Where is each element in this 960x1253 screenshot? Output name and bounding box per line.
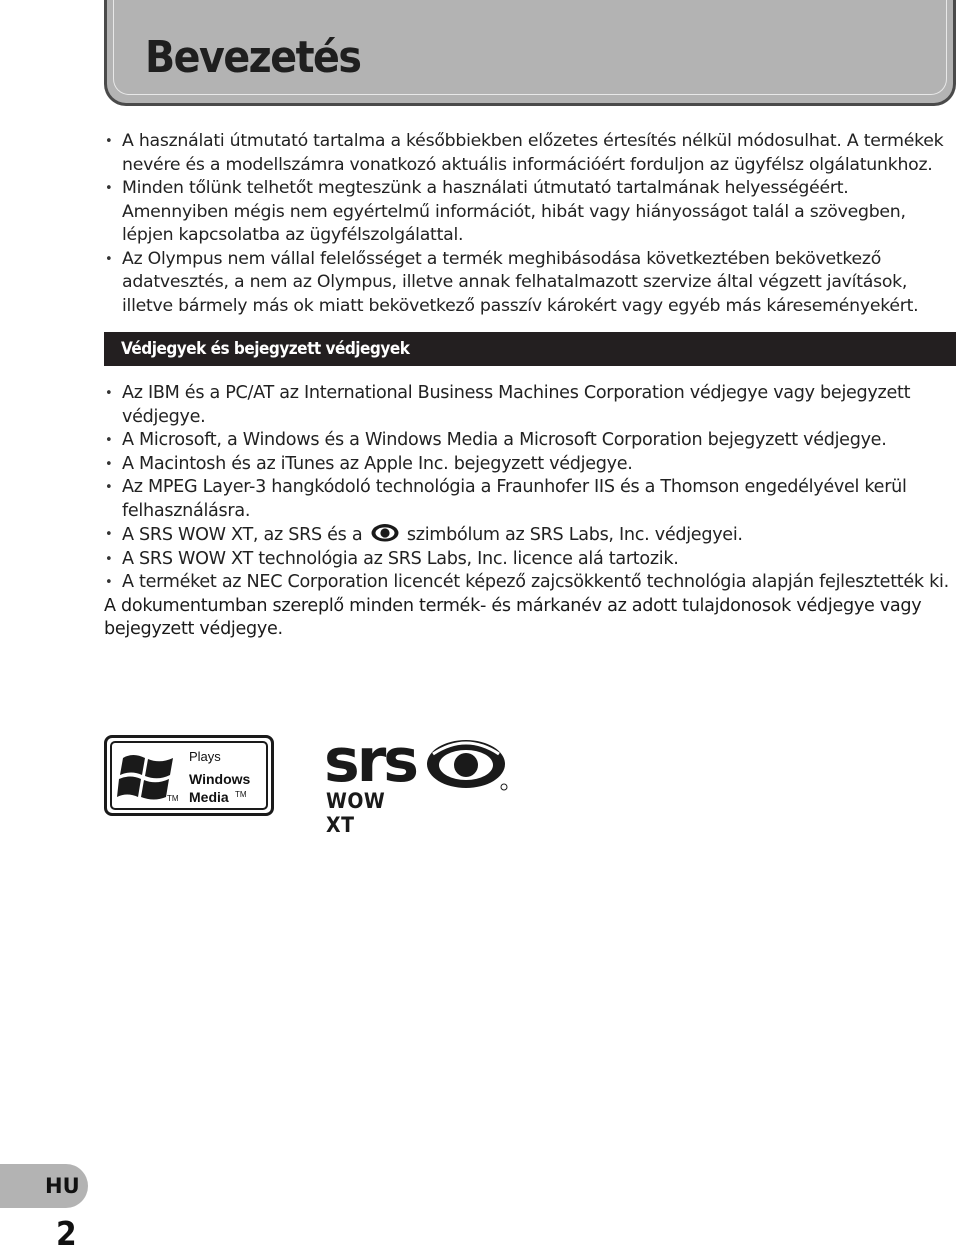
wm-media: Media [189, 789, 229, 805]
windows-media-logo [104, 735, 274, 816]
trademark-item: • Az MPEG Layer-3 hangkódoló technológia a Fraunhofer IIS és a Thomson engedélyével kerül felhasználásra. [104, 476, 956, 523]
srs-wordmark: srs [324, 726, 417, 796]
srs-item-text-after: szimbólum az SRS Labs, Inc. védjegyei. [406, 525, 743, 545]
closing-note: A dokumentumban szereplő minden termék- és márkanév az adott tulajdonosok védjegye vagy bejegyzett védjegye. [104, 595, 922, 639]
srs-eye-icon [424, 736, 510, 792]
trademark-item: • Az IBM és a PC/AT az International Business Machines Corporation védjegye vagy bejegyzett védjegye. [104, 382, 956, 429]
wm-plays: Plays [189, 749, 221, 764]
intro-item: • Minden tőlünk telhetőt megteszünk a használati útmutató tartalmának helyességéért. Amennyiben mégis nem egyértelmű információt, hibát vagy hiányosságot talál a szövegben, lépjen kapcsolatba az ügyfélszolgálattal. [104, 177, 956, 248]
trademarks-heading: Védjegyek és bejegyzett védjegyek [104, 332, 956, 366]
wm-windows: Windows [189, 771, 251, 787]
language-label: HU [45, 1174, 80, 1198]
srs-subtitle: WOW XT [326, 789, 386, 837]
wm-media-tm: TM [235, 790, 247, 799]
trademark-item-srs [104, 523, 956, 548]
trademark-item: • A terméket az NEC Corporation licencét képező zajcsökkentő technológia alapján fejlesztették ki. [104, 571, 956, 595]
page-number: 2 [56, 1214, 77, 1253]
intro-item: • Az Olympus nem vállal felelősséget a termék meghibásodása következtében bekövetkező adatvesztés, a nem az Olympus, illetve annak felhatalmazott szervize által végzett javítások, illetve bármely más ok miatt bekövetkező passzív károkért vagy egyéb más káreseményekért. [104, 248, 956, 319]
content [104, 130, 956, 642]
language-tab [0, 1164, 88, 1208]
wm-tm: TM [167, 794, 179, 803]
srs-item-text-before: A SRS WOW XT, az SRS és a [122, 525, 363, 545]
intro-list [104, 130, 956, 318]
trademark-item: • A Microsoft, a Windows és a Windows Media a Microsoft Corporation bejegyzett védjegye. [104, 429, 956, 453]
srs-eye-icon [370, 523, 400, 543]
trademark-item: • A SRS WOW XT technológia az SRS Labs, Inc. licence alá tartozik. [104, 548, 956, 572]
trademarks-list [104, 382, 956, 595]
page-title: Bevezetés [145, 32, 361, 83]
intro-item: • A használati útmutató tartalma a későbbiekben előzetes értesítés nélkül módosulhat. A termékek nevére és a modellszámra vonatkozó aktuális információért forduljon az ügyfélsz olgálatunkhoz. [104, 130, 956, 177]
trademark-item: • A Macintosh és az iTunes az Apple Inc. bejegyzett védjegye. [104, 453, 956, 477]
